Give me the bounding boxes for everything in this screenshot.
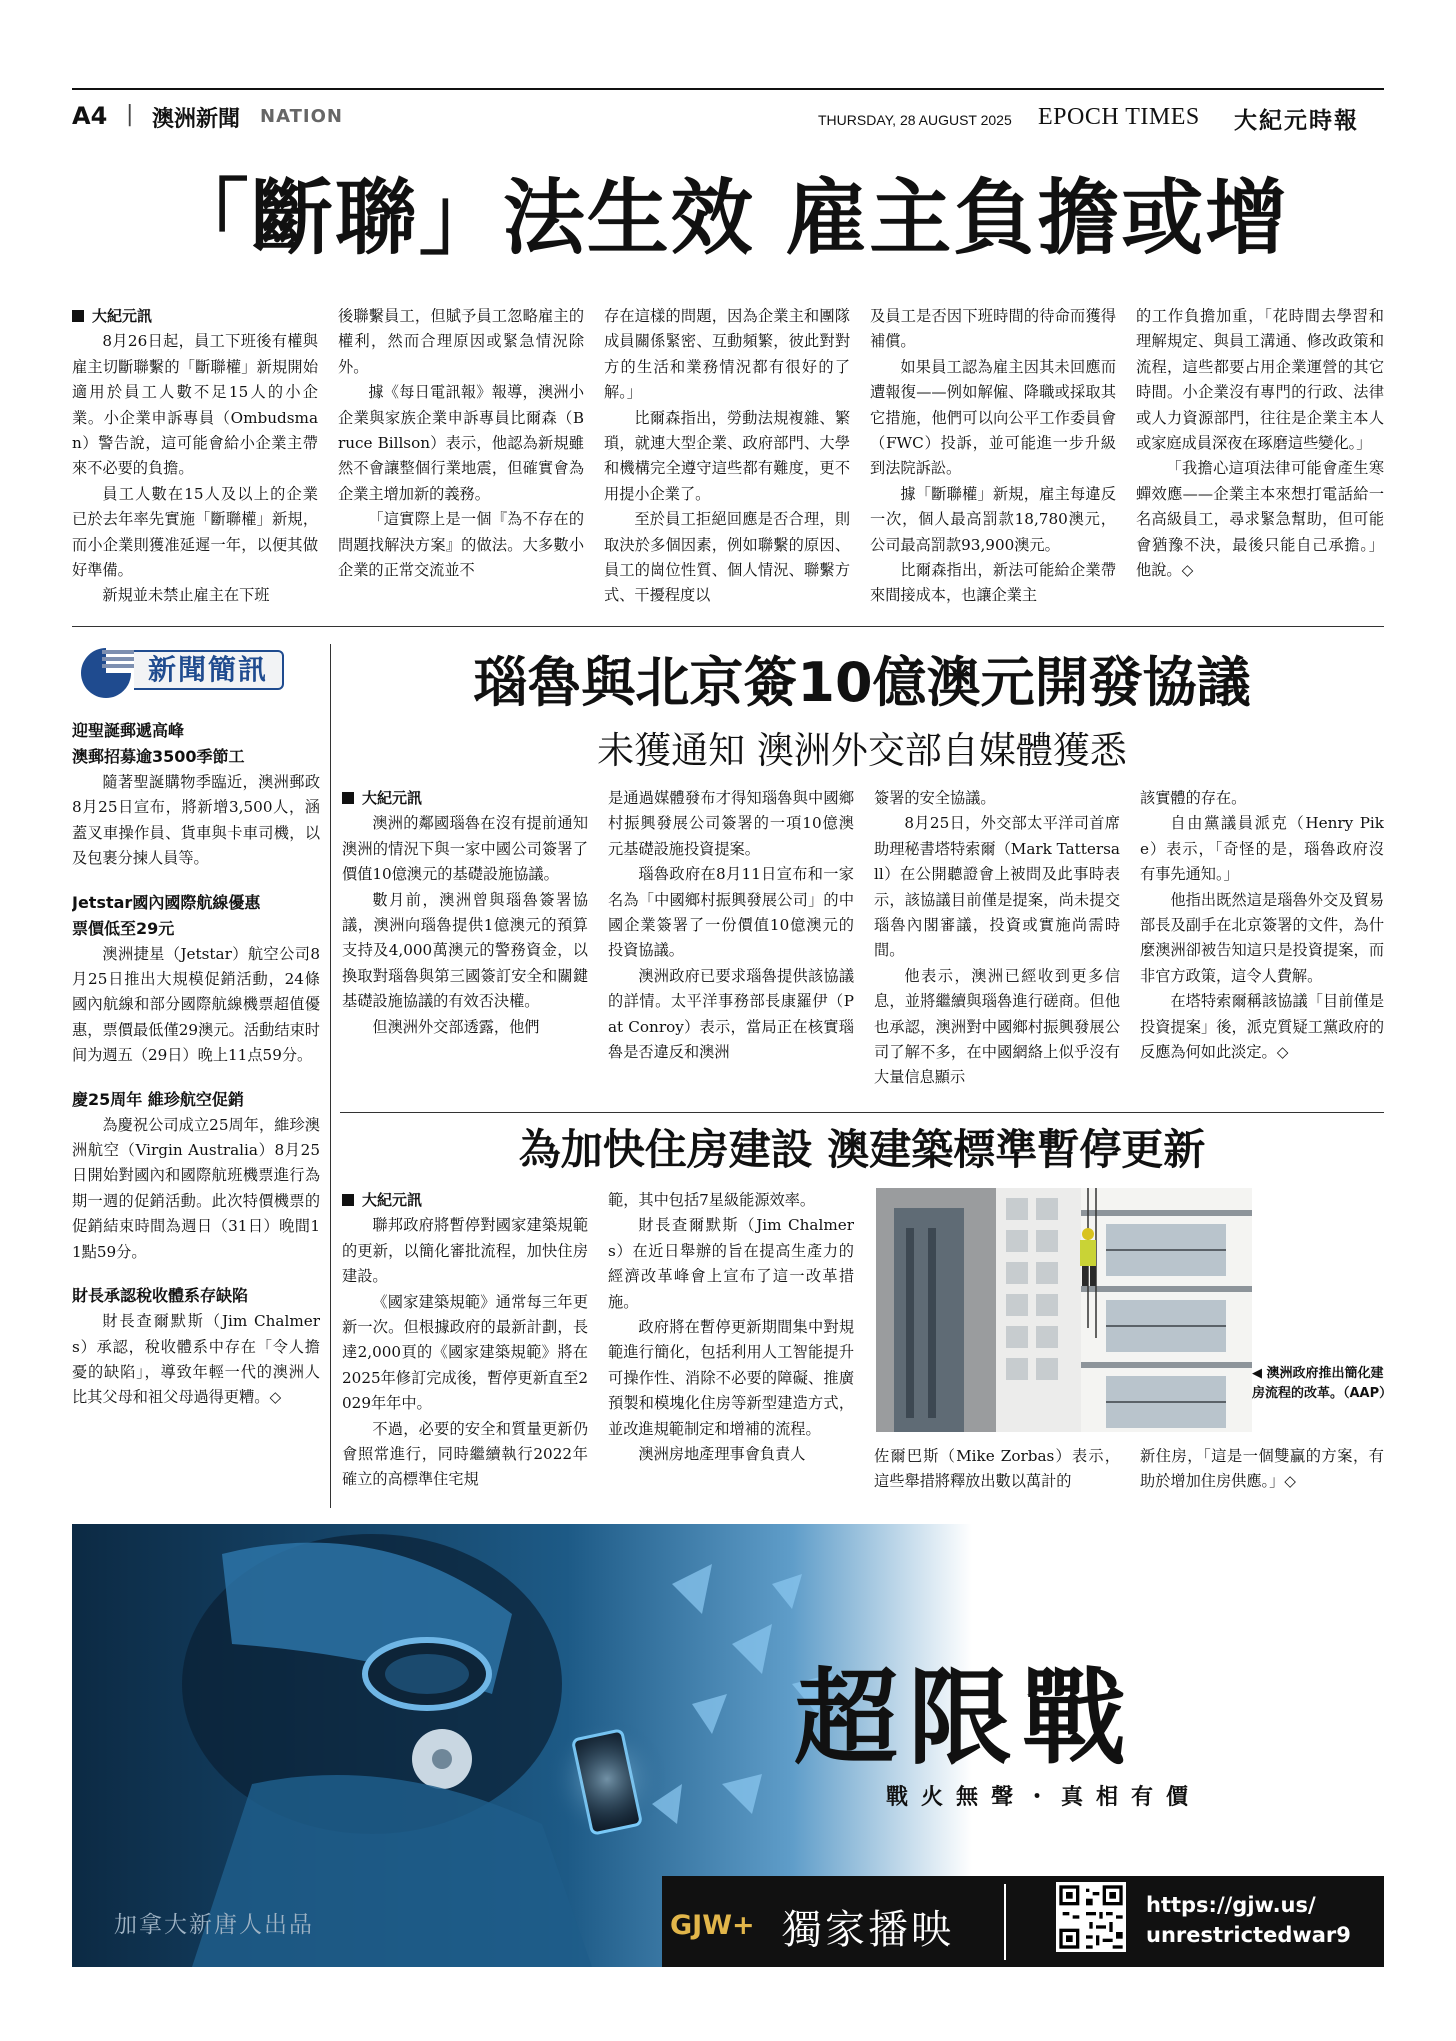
paragraph: 新住房，「這是一個雙贏的方案，有助於增加住房供應。」◇ — [1140, 1447, 1384, 1491]
paragraph: 範，其中包括7星級能源效率。 — [608, 1191, 816, 1209]
paragraph: 存在這樣的問題，因為企業主和團隊成員關係緊密、互動頻繁，彼此對對方的生活和業務情況都有很好的了解。」 — [604, 307, 850, 402]
brief-item — [72, 890, 320, 1069]
ad-title: 超限戰 — [794, 1656, 1137, 1779]
housing-byline: 大紀元訊 — [342, 1188, 588, 1213]
construction-worker-image — [876, 1188, 1252, 1432]
paragraph: 至於員工拒絕回應是否合理，則取決於多個因素，例如聯繫的原因、員工的崗位性質、個人情況、聯繫方式、干擾程度以 — [604, 510, 850, 604]
caption-text: 澳洲政府推出簡化建房流程的改革。（AAP） — [1252, 1366, 1393, 1401]
ad-producer: 加拿大新唐人出品 — [114, 1912, 314, 1938]
paragraph: 8月25日，外交部太平洋司首席助理秘書塔特索爾（Mark Tattersall）在公開聽證會上被問及此事時表示，該協議目前僅是提案，尚未提交瑙魯內閣審議，投資或實施尚需時間。 — [874, 814, 1120, 960]
ad-exclusive-label: 獨家播映 — [782, 1907, 954, 1953]
nauru-byline: 大紀元訊 — [342, 786, 588, 811]
nauru-column-2 — [608, 786, 854, 1108]
main-article-column-2 — [338, 304, 584, 604]
paragraph: 如果員工認為雇主因其未回應而遭報復——例如解僱、降職或採取其它措施，他們可以向公平工作委員會（FWC）投訴，並可能進一步升級到法院訴訟。 — [870, 357, 1116, 478]
news-brief-title: 新聞簡訊 — [134, 650, 284, 690]
ad-url-line-1[interactable]: https://gjw.us/ — [1146, 1893, 1316, 1917]
paragraph: 澳洲的鄰國瑙魯在沒有提前通知澳洲的情況下與一家中國公司簽署了價值10億澳元的基礎設施協議。 — [342, 814, 588, 884]
paragraph: 數月前，澳洲曾與瑙魯簽署協議，澳洲向瑙魯提供1億澳元的預算支持及4,000萬澳元的警務資金，以換取對瑙魯與第三國簽訂安全和關鍵基礎設施協議的有效否決權。 — [342, 890, 588, 1011]
masthead — [72, 88, 1384, 138]
paragraph: 該實體的存在。 — [1140, 789, 1247, 807]
paragraph: 後聯繫員工，但賦予員工忽略雇主的權利，然而合理原因或緊急情況除外。 — [338, 307, 584, 376]
paragraph: 佐爾巴斯（Mike Zorbas）表示，這些舉措將釋放出數以萬計的 — [874, 1447, 1120, 1491]
paragraph: 據「斷聯權」新規，雇主每違反一次，個人最高罰款18,780澳元，公司最高罰款93,900澳元。 — [870, 484, 1116, 554]
brief-item-title: 慶25周年 維珍航空促銷 — [72, 1089, 244, 1109]
paragraph: 《國家建築規範》通常每三年更新一次。但根據政府的最新計劃，長達2,000頁的《國家建築規範》將在2025年修訂完成後，暫停更新直至2029年年中。 — [342, 1292, 588, 1413]
paragraph: 財長查爾默斯（Jim Chalmers）在近日舉辦的旨在提高生產力的經濟改革峰會上宣布了這一改革措施。 — [608, 1216, 854, 1311]
photo-caption — [1252, 1364, 1393, 1404]
brand-name: EPOCH TIMES — [1038, 104, 1200, 130]
section-name: 澳洲新聞 — [152, 107, 241, 132]
paragraph: 簽署的安全協議。 — [874, 789, 996, 807]
brief-item-body: 隨著聖誕購物季臨近，澳洲郵政8月25日宣布，將新增3,500人，涵蓋叉車操作員、貨車與卡車司機，以及包裹分揀人員等。 — [72, 773, 320, 868]
news-brief-list — [72, 718, 320, 1508]
paragraph: 8月26日起，員工下班後有權與雇主切斷聯繫的「斷聯權」新規開始適用於員工人數不足15人的小企業。小企業申訴專員（Ombudsman）警告說，這可能會給小企業主帶來不必要的負擔。 — [72, 332, 318, 478]
paragraph: 不過，必要的安全和質量更新仍會照常進行，同時繼續執行2022年確立的高標準住宅規 — [342, 1419, 588, 1489]
sidebar-divider — [330, 644, 331, 1508]
brief-item-body: 為慶祝公司成立25周年，維珍澳洲航空（Virgin Australia）8月25日開始對國內和國際航班機票進行為期一週的促銷活動。此次特價機票的促銷結束時間為週日（31日）晚間11點59分。 — [72, 1115, 320, 1261]
section-tag: NATION — [260, 106, 343, 127]
paragraph: 比爾森指出，新法可能給企業帶來間接成本，也讓企業主 — [870, 561, 1116, 604]
section-divider — [340, 1112, 1384, 1113]
nauru-column-1 — [342, 786, 588, 1108]
brief-item — [72, 718, 320, 872]
paragraph: 員工人數在15人及以上的企業已於去年率先實施「斷聯權」新規，而小企業則獲准延遲一年，以便其做好準備。 — [72, 484, 318, 580]
brief-item — [72, 1087, 320, 1265]
issue-date: THURSDAY, 28 AUGUST 2025 — [818, 112, 1012, 128]
section-divider — [72, 626, 1384, 627]
nauru-subhead: 未獲通知 澳洲外交部自媒體獲悉 — [597, 729, 1127, 772]
housing-column-4 — [1140, 1444, 1384, 1496]
paragraph: 他表示，澳洲已經收到更多信息，並將繼續與瑙魯進行磋商。但他也承認，澳洲對中國鄉村振興發展公司了解不多，在中國網絡上似乎沒有大量信息顯示 — [874, 966, 1120, 1087]
nauru-column-3 — [874, 786, 1120, 1108]
paragraph: 的工作負擔加重，「花時間去學習和理解規定、與員工溝通、修改政策和流程，這些都要占用企業運營的其它時間。小企業沒有專門的行政、法律或人力資源部門，往往是企業主本人或家庭成員深夜在琢磨這些變化。」 — [1136, 307, 1384, 453]
paragraph: 澳洲政府已要求瑙魯提供該協議的詳情。太平洋事務部長康羅伊（Pat Conroy）表示，當局正在核實瑙魯是否違反和澳洲 — [608, 966, 854, 1062]
page-number: A4 — [72, 102, 108, 130]
housing-column-3 — [874, 1444, 1120, 1496]
brief-item-title: 迎聖誕郵遞高峰 — [72, 721, 185, 740]
paragraph: 及員工是否因下班時間的待命而獲得補償。 — [870, 307, 1116, 351]
brief-item-title: 票價低至29元 — [72, 918, 175, 938]
ad-slogan: 戰火無聲・真相有價 — [886, 1784, 1202, 1810]
paragraph: 「這實際上是一個『為不存在的問題找解決方案』的做法。大多數小企業的正常交流並不 — [338, 510, 584, 580]
brief-item-body: 財長查爾默斯（Jim Chalmers）承認，稅收體系中存在「令人擔憂的缺陷」，導致年輕一代的澳洲人比其父母和祖父母過得更糟。◇ — [72, 1312, 320, 1407]
paragraph: 政府將在暫停更新期間集中對規範進行簡化，包括利用人工智能提升可操作性、消除不必要的障礙、推廣預製和模塊化住房等新型建造方式，並改進規範制定和增補的流程。 — [608, 1318, 854, 1438]
ad-url-line-2[interactable]: unrestrictedwar9 — [1146, 1923, 1351, 1947]
ad-bar-divider — [1004, 1884, 1006, 1960]
main-byline: 大紀元訊 — [72, 304, 318, 329]
brief-item-title: Jetstar國內國際航線優惠 — [72, 892, 261, 912]
housing-headline: 為加快住房建設 澳建築標準暫停更新 — [518, 1125, 1206, 1174]
nauru-headline: 瑙魯與北京簽10億澳元開發協議 — [473, 651, 1251, 714]
paragraph: 據《每日電訊報》報導，澳洲小企業與家族企業申訴專員比爾森（Bruce Billson）表示，他認為新規雖然不會讓整個行業地震，但確實會為企業主增加新的義務。 — [338, 383, 584, 503]
paragraph: 是通過媒體發布才得知瑙魯與中國鄉村振興發展公司簽署的一項10億澳元基礎設施投資提案。 — [608, 789, 854, 858]
housing-column-2 — [608, 1188, 854, 1508]
paragraph: 聯邦政府將暫停對國家建築規範的更新，以簡化審批流程，加快住房建設。 — [342, 1216, 588, 1286]
brief-item-title: 財長承認稅收體系存缺陷 — [72, 1286, 249, 1306]
paragraph: 「我擔心這項法律可能會產生寒蟬效應——企業主本來想打電話給一名高級員工，尋求緊急幫助，但可能會猶豫不決，最後只能自己承擔。」他說。◇ — [1136, 459, 1384, 580]
nauru-column-4 — [1140, 786, 1384, 1108]
brief-item-body: 澳洲捷星（Jetstar）航空公司8月25日推出大規模促銷活動，24條國內航線和部分國際航線機票超值優惠，票價最低僅29澳元。活動结束时间为週五（29日）晚上11点59分。 — [72, 944, 320, 1065]
paragraph: 瑙魯政府在8月11日宣布和一家名為「中國鄉村振興發展公司」的中國企業簽署了一份價值10億澳元的投資協議。 — [608, 865, 854, 960]
brief-item — [72, 1283, 320, 1411]
paragraph: 在塔特索爾稱該協議「目前僅是投資提案」後，派克質疑工黨政府的反應為何如此淡定。◇ — [1140, 992, 1384, 1062]
main-article-column-4 — [870, 304, 1116, 604]
paragraph: 他指出既然這是瑙魯外交及貿易部長及副手在北京簽署的文件，為什麼澳洲卻被告知這只是投資提案，而非官方政策，這令人費解。 — [1140, 890, 1384, 985]
building-photo — [876, 1188, 1252, 1432]
news-brief-header — [72, 644, 312, 698]
masthead-separator: | — [126, 102, 134, 127]
qr-code-icon[interactable] — [1056, 1882, 1126, 1952]
main-article-column-5 — [1136, 304, 1384, 604]
paragraph: 新規並未禁止雇主在下班 — [102, 586, 270, 604]
paragraph: 比爾森指出，勞動法規複雜、繁瑣，就連大型企業、政府部門、大學和機構完全遵守這些都有難度，更不用提小企業了。 — [604, 408, 850, 503]
housing-column-1 — [342, 1188, 588, 1508]
main-article-column-1 — [72, 304, 318, 604]
caption-arrow-icon: ◀ — [1252, 1366, 1267, 1381]
brand-name-chinese: 大紀元時報 — [1234, 107, 1359, 134]
gjw-logo: GJW+ — [670, 1910, 755, 1941]
brief-item-title: 澳郵招募逾3500季節工 — [72, 747, 245, 766]
main-headline: 「斷聯」法生效 雇主負擔或增 — [166, 170, 1290, 266]
news-brief-logo-icon — [72, 644, 136, 698]
main-article-column-3 — [604, 304, 850, 604]
paragraph: 但澳洲外交部透露，他們 — [372, 1017, 540, 1036]
ad-url[interactable] — [1146, 1890, 1351, 1950]
paragraph: 自由黨議員派克（Henry Pike）表示，「奇怪的是，瑙魯政府沒有事先通知。」 — [1140, 814, 1384, 884]
paragraph: 澳洲房地產理事會負責人 — [638, 1445, 806, 1464]
